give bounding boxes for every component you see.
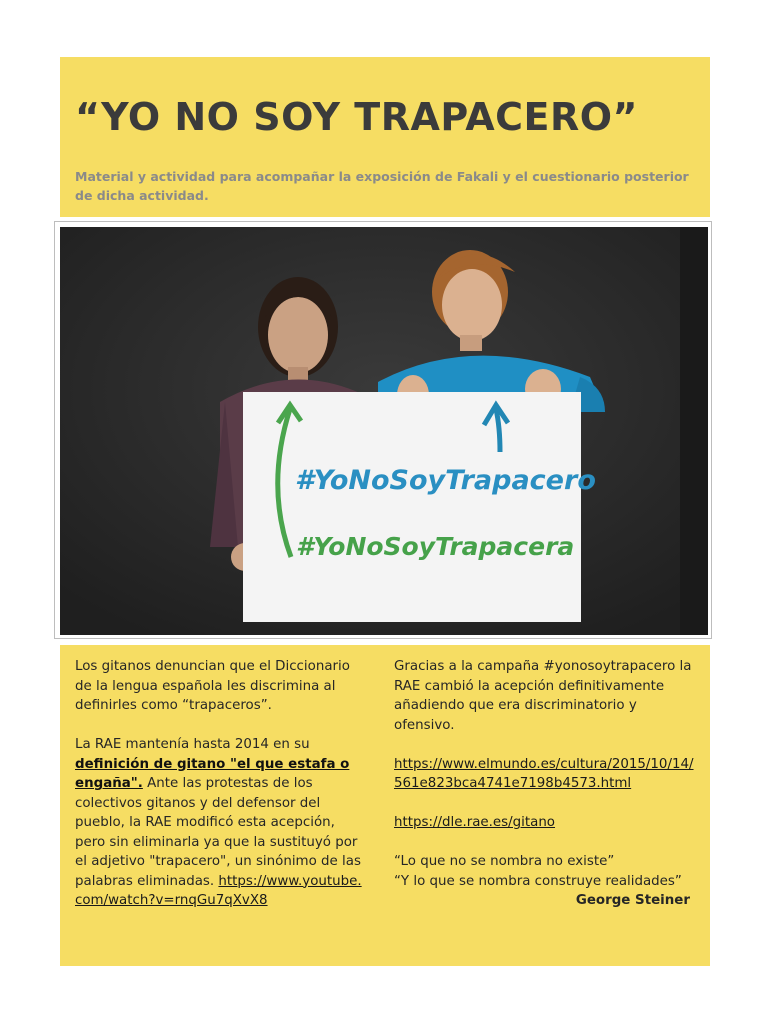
intro-paragraph: Los gitanos denuncian que el Diccionario de la lengua española les discrimina al definirles como “trapaceros”. [75, 659, 350, 713]
youtube-link[interactable]: https://www.youtube.com/watch?v=rnqGu7qXvX8 [75, 873, 362, 908]
photo-frame [54, 221, 712, 639]
campaign-photo-illustration [60, 227, 708, 635]
quote-line-1: “Lo que no se nombra no existe” [394, 854, 615, 869]
sign-hashtag-2: #YoNoSoyTrapacera [296, 532, 575, 561]
left-column [75, 657, 365, 930]
page-title: “YO NO SOY TRAPACERO” [75, 95, 639, 139]
rae-suffix: Ante las protestas de los colectivos gitanos y del defensor del pueblo, la RAE modificó esta acepción, pero sin eliminarla ya que la sustituyó por el adjetivo "trapacero", un sinónimo de las palabras eliminadas. [75, 776, 361, 889]
content-box [60, 645, 710, 966]
quote-line-2: “Y lo que se nombra construye realidades” [394, 873, 682, 889]
elmundo-link[interactable]: https://www.elmundo.es/cultura/2015/10/14/561e823bca4741e7198b4573.html [394, 756, 694, 791]
elmundo-link-paragraph [394, 755, 694, 794]
quote-author: George Steiner [575, 893, 690, 908]
right-column [394, 657, 694, 911]
campaign-paragraph: Gracias a la campaña #yonosoytrapacero la RAE cambió la acepción definitivamente añadiendo que era discriminatorio y ofensivo. [394, 659, 692, 733]
header-banner [60, 57, 710, 217]
definition-link[interactable]: definición de gitano "el que estafa o engaña". [75, 756, 350, 791]
quote-block [394, 852, 694, 911]
rae-link[interactable]: https://dle.rae.es/gitano [394, 815, 556, 830]
page-subtitle: Material y actividad para acompañar la exposición de Fakali y el cuestionario posterior de dicha actividad. [75, 169, 689, 203]
rae-paragraph [75, 735, 365, 911]
rae-link-paragraph [394, 813, 694, 833]
sign-hashtag-1: #YoNoSoyTrapacero [295, 465, 596, 496]
campaign-photo [60, 227, 708, 635]
rae-prefix: La RAE mantenía hasta 2014 en su [75, 737, 310, 752]
